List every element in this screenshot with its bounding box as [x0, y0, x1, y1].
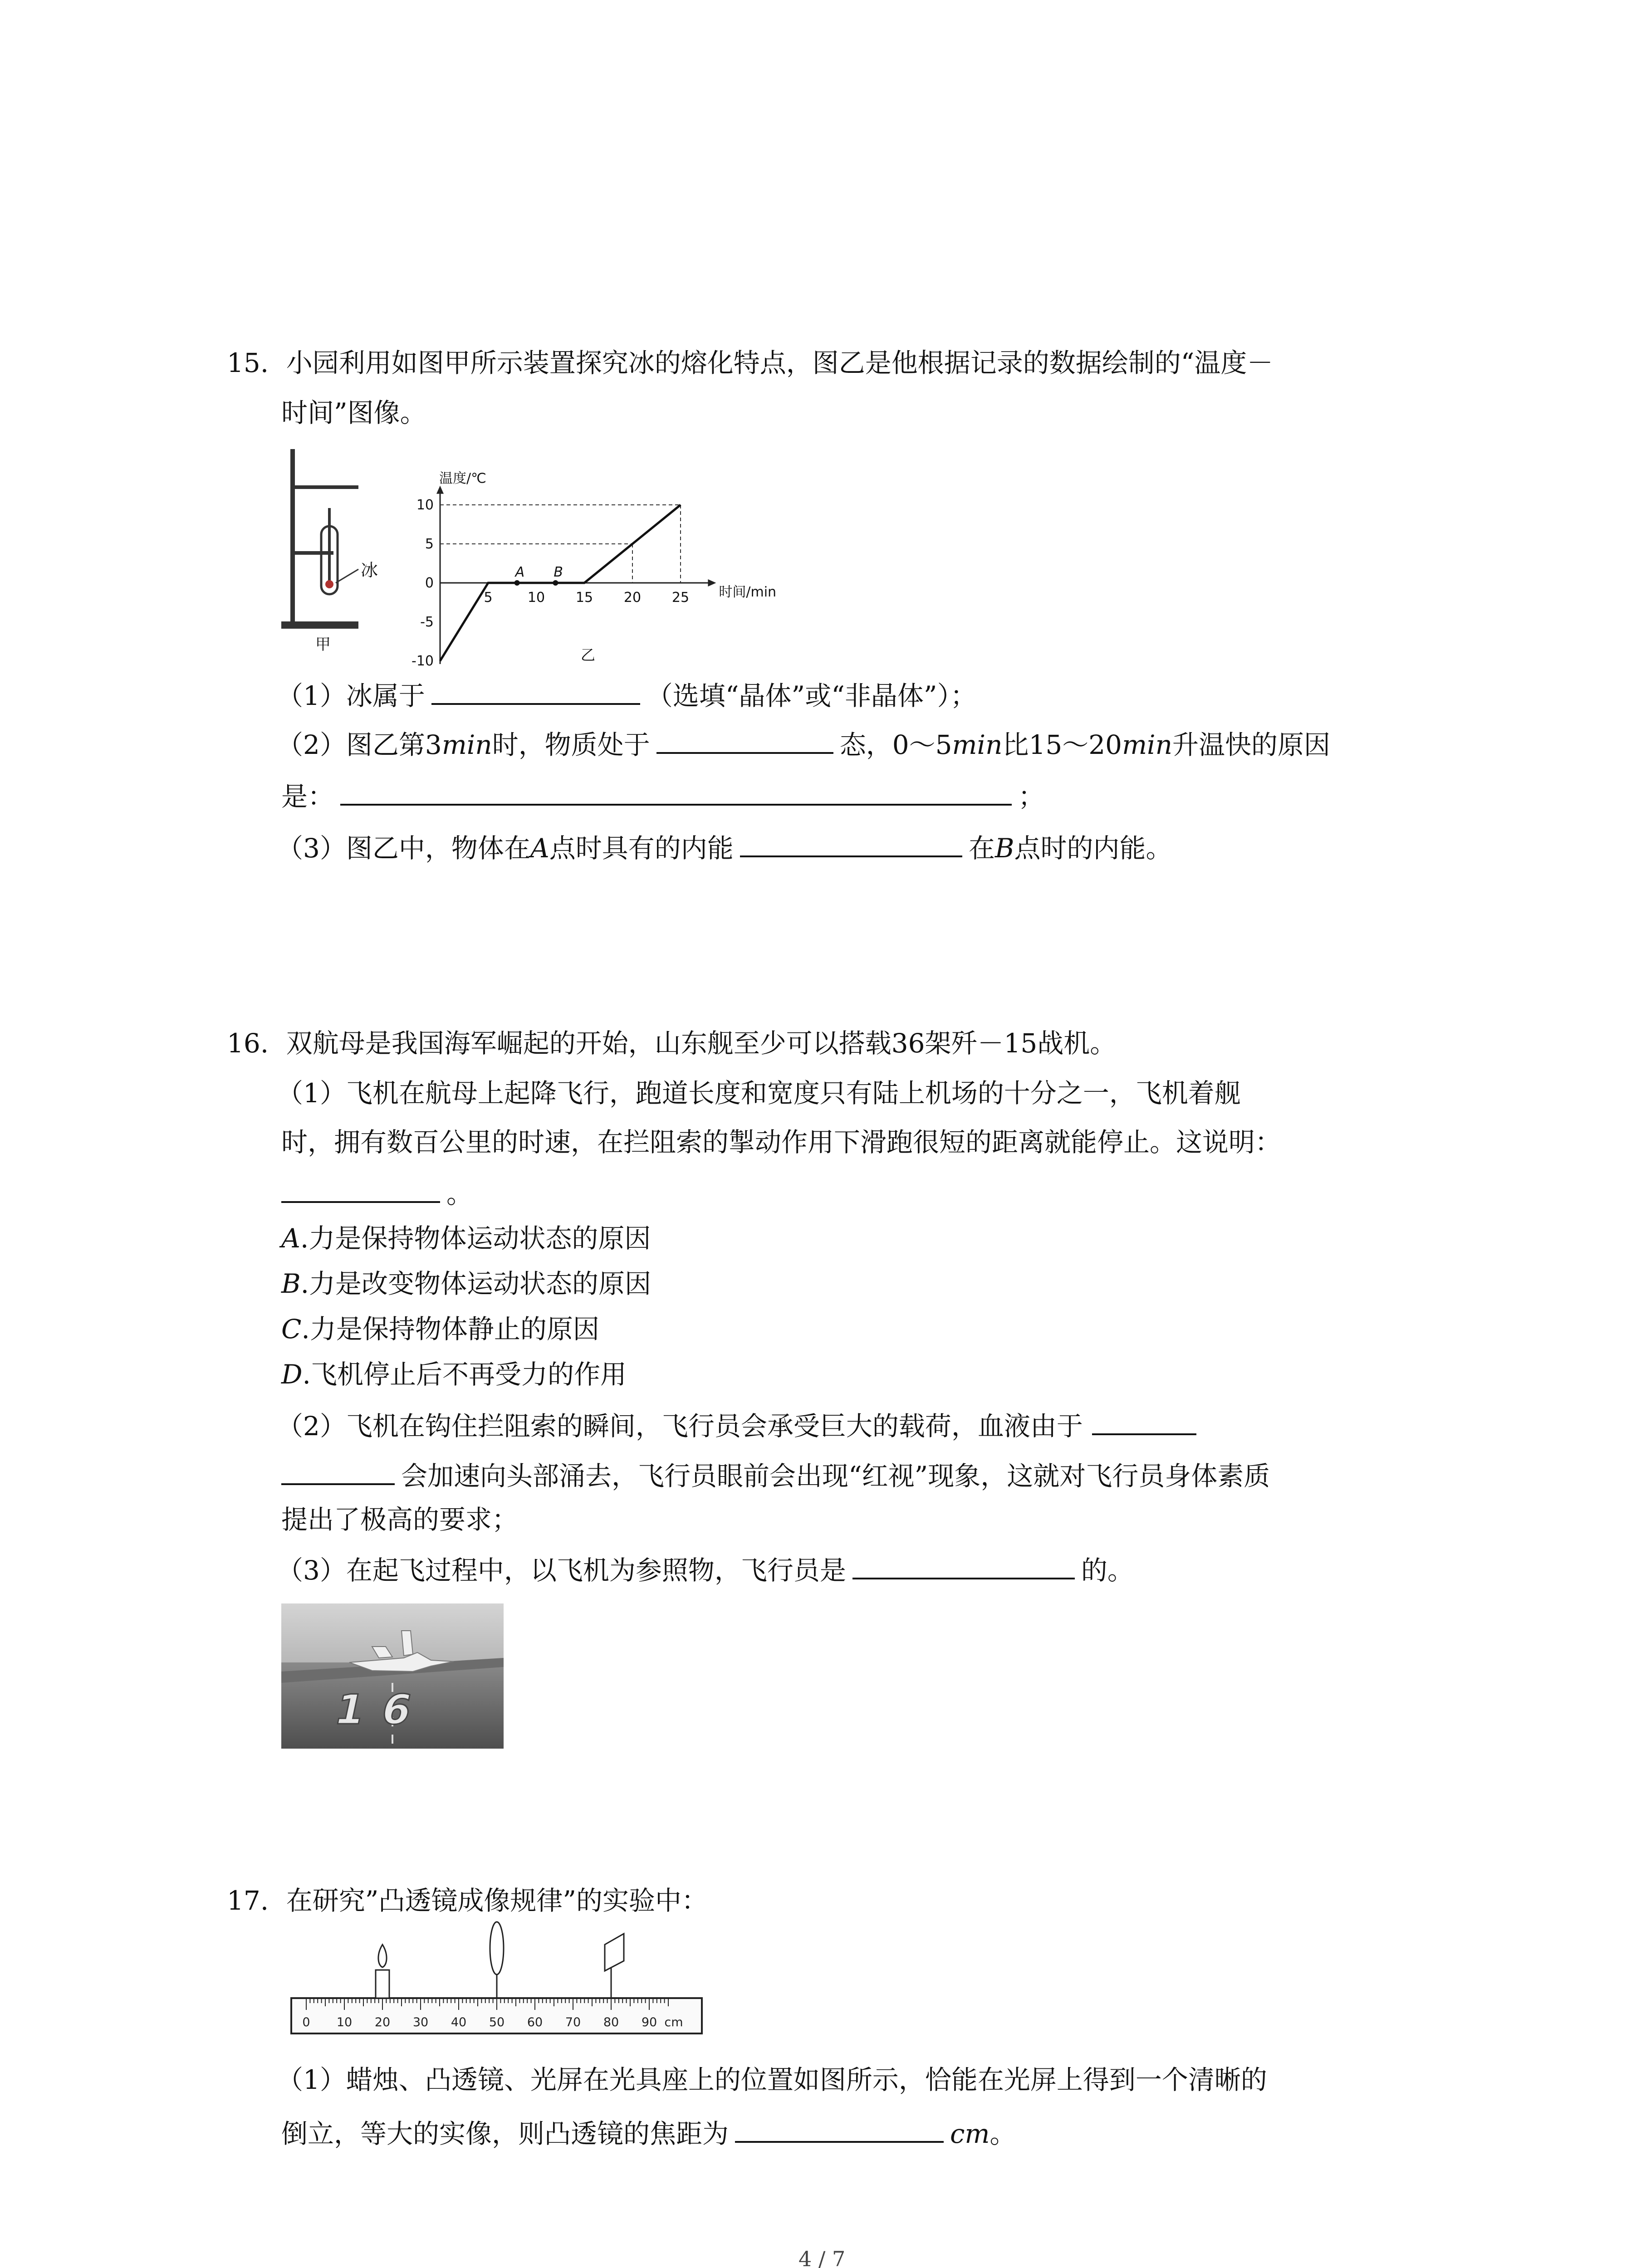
q15-part2: [277, 725, 1330, 763]
q15-answer-blank-2[interactable]: [656, 725, 833, 754]
q16-option-a[interactable]: [281, 1220, 651, 1256]
point-b-ref: B: [994, 833, 1014, 864]
q17-part1-line2: [281, 2114, 1016, 2152]
ruler-tick-label: 50: [489, 2015, 505, 2029]
stand-top-arm: [290, 485, 358, 489]
point-b: [553, 580, 558, 586]
q15-part1-suffix: （选填“晶体”或“非晶体”）；: [646, 680, 977, 711]
q15-stem-line1: [227, 345, 1273, 381]
ruler-tick-label: 80: [603, 2015, 619, 2029]
ruler-tick-label: 70: [565, 2015, 581, 2029]
q16-part3: [277, 1550, 1134, 1589]
point-a: [514, 580, 520, 586]
ruler-unit: cm: [664, 2015, 683, 2029]
option-text: .力是改变物体运动状态的原因: [300, 1268, 652, 1299]
option-text: .力是保持物体静止的原因: [301, 1314, 599, 1344]
q16-answer-blank-1[interactable]: [281, 1174, 440, 1203]
q15-part2-d: 比15～20: [1002, 729, 1122, 760]
fig-jia-caption: 甲: [315, 635, 331, 654]
option-letter: C: [281, 1314, 302, 1344]
q16-part1-line1: [277, 1075, 1241, 1111]
q15-part2-line2-suffix: ；: [1018, 781, 1045, 812]
q17-stem-text: 在研究”凸透镜成像规律”的实验中：: [286, 1885, 708, 1916]
q17-stem: [227, 1882, 708, 1919]
q15-part3-d: 点时的内能。: [1014, 833, 1172, 864]
point-label-b: B: [554, 564, 563, 580]
q15-answer-blank-4[interactable]: [740, 828, 962, 857]
q15-unit: min: [441, 729, 492, 760]
ruler-tick-label: 10: [336, 2015, 353, 2029]
q16-part2-text: （2）飞机在钩住拦阻索的瞬间，飞行员会承受巨大的载荷，血液由于: [277, 1411, 1083, 1442]
carrier-deck-photo: [281, 1603, 504, 1749]
q16-answer-blank-2a[interactable]: [1092, 1406, 1196, 1435]
q15-part2-c: 态，0～5: [839, 729, 952, 760]
chart-caption: 乙: [581, 646, 596, 664]
q17-part1-suffix: 。: [989, 2118, 1016, 2149]
y-tick-label: 5: [425, 536, 434, 552]
q15-part3-b: 点时具有的内能: [549, 833, 734, 864]
q16-part2-line2: [281, 1456, 1270, 1494]
y-tick-label: 10: [416, 497, 434, 513]
q15-unit: min: [952, 729, 1003, 760]
q16-part2-line3: [281, 1501, 518, 1538]
ice-pointer: [336, 569, 358, 583]
q15-chart: [399, 454, 777, 669]
ruler-tick-label: 90: [641, 2015, 657, 2029]
q17-part1-prefix: 倒立，等大的实像，则凸透镜的焦距为: [281, 2118, 729, 2149]
q16-part1-text: （1）飞机在航母上起降飞行，跑道长度和宽度只有陆上机场的十分之一，飞机着舰: [277, 1078, 1241, 1109]
option-letter: A: [281, 1223, 300, 1254]
light-screen: [605, 1934, 624, 1971]
q17-answer-blank-1[interactable]: [735, 2114, 944, 2143]
q17-number: 17.: [227, 1885, 269, 1916]
q16-part2-line1: [277, 1406, 1196, 1444]
q15-number: 15.: [227, 347, 269, 378]
stand-rod: [290, 449, 295, 624]
q15-part2-line2-prefix: 是：: [281, 781, 334, 812]
q16-option-d[interactable]: [281, 1356, 627, 1393]
option-letter: D: [281, 1359, 303, 1390]
q15-part2-e: 升温快的原因: [1172, 729, 1330, 760]
deck-number: 16: [331, 1686, 434, 1734]
x-tick-label: 5: [484, 590, 493, 606]
ruler-tick-label: 20: [374, 2015, 391, 2029]
y-tick-label: -5: [420, 614, 434, 630]
q16-part1-line3: [281, 1174, 473, 1212]
candle-flame: [378, 1945, 387, 1967]
x-tick-label: 20: [623, 590, 642, 606]
ruler-tick-label: 40: [451, 2015, 467, 2029]
q16-stem-text: 双航母是我国海军崛起的开始，山东舰至少可以搭载36架歼－15战机。: [286, 1028, 1117, 1059]
y-axis-arrow: [436, 486, 444, 494]
q15-part2-b: 时，物质处于: [492, 729, 650, 760]
q16-answer-blank-3[interactable]: [852, 1550, 1075, 1579]
x-tick-label: 25: [671, 590, 690, 606]
q17-part1-line1: [277, 2062, 1267, 2098]
q16-number: 16.: [227, 1028, 269, 1059]
q16-answer-blank-2b[interactable]: [281, 1456, 395, 1485]
clamp-arm: [290, 551, 333, 555]
q16-part2-text-2: 会加速向头部涌去，飞行员眼前会出现“红视”现象，这就对飞行员身体素质: [401, 1461, 1270, 1491]
ruler-tick-label: 0: [302, 2015, 310, 2029]
y-tick-label: -10: [411, 653, 434, 669]
point-label-a: A: [515, 564, 525, 580]
q15-stem-line2: [281, 395, 426, 431]
q15-part3: [277, 828, 1172, 866]
q17-part1-text: （1）蜡烛、凸透镜、光屏在光具座上的位置如图所示，恰能在光屏上得到一个清晰的: [277, 2064, 1267, 2095]
y-axis-label: 温度/℃: [439, 470, 486, 487]
q15-stem-text-2: 时间”图像。: [281, 397, 426, 428]
option-letter: B: [281, 1268, 301, 1299]
q15-answer-blank-1[interactable]: [431, 676, 640, 705]
ruler-tick-label: 60: [527, 2015, 543, 2029]
q15-part2-line2: [281, 777, 1044, 815]
q15-part3-c: 在: [968, 833, 995, 864]
thermometer-bulb: [325, 580, 333, 588]
q15-part1-prefix: （1）冰属于: [277, 680, 425, 711]
q15-part2-a: （2）图乙第3: [277, 729, 442, 760]
x-axis-label: 时间/min: [719, 584, 777, 600]
q16-part1-line2: [281, 1124, 1281, 1160]
q15-part3-a: （3）图乙中，物体在: [277, 833, 530, 864]
q16-stem: [227, 1025, 1116, 1061]
q16-option-c[interactable]: [281, 1311, 599, 1347]
y-tick-label: 0: [425, 575, 434, 591]
q16-part2-text-3: 提出了极高的要求；: [281, 1504, 519, 1535]
x-tick-label: 15: [575, 590, 593, 606]
q16-part1-text-2: 时，拥有数百公里的时速，在拦阻索的掣动作用下滑跑很短的距离就能停止。这说明：: [281, 1127, 1282, 1158]
option-text: .飞机停止后不再受力的作用: [302, 1359, 627, 1390]
q17-unit: cm: [950, 2118, 990, 2149]
photo-sky: [281, 1603, 504, 1662]
x-axis-arrow: [708, 579, 716, 587]
q16-part1-suffix: 。: [446, 1178, 473, 1209]
candle-body: [376, 1970, 389, 1998]
q16-part3-suffix: 的。: [1081, 1555, 1134, 1586]
page-number: 4 / 7: [798, 2247, 846, 2268]
q15-part1: [277, 676, 977, 714]
q15-unit: min: [1122, 729, 1172, 760]
q16-part3-prefix: （3）在起飞过程中，以飞机为参照物，飞行员是: [277, 1555, 846, 1586]
convex-lens: [490, 1922, 504, 1975]
option-text: .力是保持物体运动状态的原因: [300, 1223, 651, 1254]
point-a-ref: A: [530, 833, 549, 864]
q15-figure-jia: [272, 440, 378, 654]
q15-stem-text: 小园利用如图甲所示装置探究冰的熔化特点，图乙是他根据记录的数据绘制的“温度－: [286, 347, 1274, 378]
ice-label: 冰: [361, 560, 378, 580]
q16-option-b[interactable]: [281, 1266, 651, 1302]
x-tick-label: 10: [527, 590, 545, 606]
ruler-tick-label: 30: [412, 2015, 429, 2029]
optical-bench-figure: [290, 1930, 712, 2048]
q15-answer-blank-3[interactable]: [340, 777, 1012, 806]
